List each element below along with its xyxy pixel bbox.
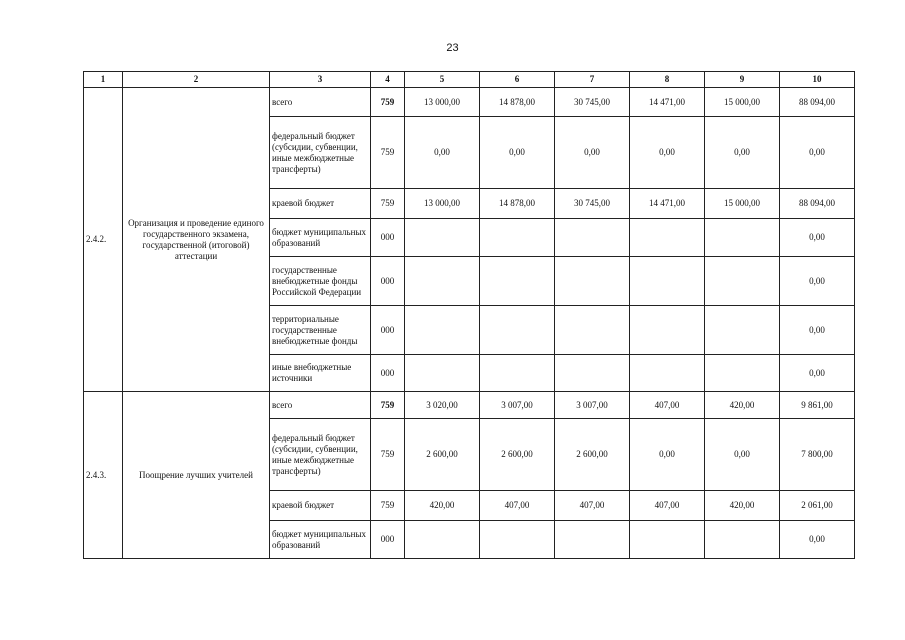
header-row xyxy=(84,72,855,88)
header-cell: 9 xyxy=(705,72,780,88)
value-cell: 13 000,00 xyxy=(405,189,480,219)
value-cell xyxy=(630,219,705,257)
budget-code: 759 xyxy=(371,392,405,419)
funding-source: краевой бюджет xyxy=(270,491,371,521)
value-cell xyxy=(555,257,630,306)
table-row xyxy=(84,392,855,419)
value-cell xyxy=(405,521,480,559)
value-cell: 88 094,00 xyxy=(780,88,855,117)
header-cell: 1 xyxy=(84,72,123,88)
value-cell xyxy=(405,219,480,257)
budget-code: 759 xyxy=(371,117,405,189)
header-cell: 2 xyxy=(123,72,270,88)
value-cell xyxy=(630,521,705,559)
budget-code: 759 xyxy=(371,419,405,491)
budget-code: 000 xyxy=(371,521,405,559)
header-cell: 5 xyxy=(405,72,480,88)
budget-code: 759 xyxy=(371,88,405,117)
value-cell: 420,00 xyxy=(705,392,780,419)
funding-source: бюджет муниципальных образований xyxy=(270,521,371,559)
value-cell xyxy=(705,355,780,392)
value-cell: 3 020,00 xyxy=(405,392,480,419)
value-cell: 407,00 xyxy=(555,491,630,521)
value-cell xyxy=(480,219,555,257)
value-cell: 0,00 xyxy=(780,521,855,559)
value-cell: 30 745,00 xyxy=(555,189,630,219)
value-cell: 0,00 xyxy=(780,355,855,392)
value-cell xyxy=(480,521,555,559)
value-cell xyxy=(630,257,705,306)
value-cell: 14 471,00 xyxy=(630,189,705,219)
value-cell xyxy=(405,257,480,306)
value-cell: 407,00 xyxy=(630,491,705,521)
header-cell: 4 xyxy=(371,72,405,88)
value-cell xyxy=(405,355,480,392)
value-cell: 30 745,00 xyxy=(555,88,630,117)
value-cell xyxy=(630,306,705,355)
funding-source: федеральный бюджет (субсидии, субвенции, иные межбюджетные трансферты) xyxy=(270,117,371,189)
value-cell xyxy=(705,257,780,306)
header-cell: 10 xyxy=(780,72,855,88)
funding-source: бюджет муниципальных образований xyxy=(270,219,371,257)
budget-table xyxy=(83,71,855,559)
value-cell: 0,00 xyxy=(630,419,705,491)
value-cell: 14 878,00 xyxy=(480,88,555,117)
header-cell: 8 xyxy=(630,72,705,88)
value-cell: 7 800,00 xyxy=(780,419,855,491)
value-cell: 420,00 xyxy=(405,491,480,521)
value-cell: 0,00 xyxy=(705,117,780,189)
item-name: Поощрение лучших учителей xyxy=(123,392,270,559)
budget-code: 759 xyxy=(371,189,405,219)
value-cell: 13 000,00 xyxy=(405,88,480,117)
funding-source: государственные внебюджетные фонды Российской Федерации xyxy=(270,257,371,306)
value-cell xyxy=(555,521,630,559)
item-name: Организация и проведение единого государственного экзамена, государственной (итоговой) аттестации xyxy=(123,88,270,392)
value-cell: 2 061,00 xyxy=(780,491,855,521)
value-cell xyxy=(480,306,555,355)
value-cell xyxy=(630,355,705,392)
value-cell: 0,00 xyxy=(555,117,630,189)
table-row xyxy=(84,88,855,117)
value-cell: 0,00 xyxy=(780,219,855,257)
value-cell xyxy=(705,219,780,257)
funding-source: иные внебюджетные источники xyxy=(270,355,371,392)
budget-code: 000 xyxy=(371,355,405,392)
item-number: 2.4.3. xyxy=(84,392,123,559)
value-cell xyxy=(705,521,780,559)
value-cell: 0,00 xyxy=(780,257,855,306)
value-cell: 407,00 xyxy=(480,491,555,521)
page-number: 23 xyxy=(446,42,459,54)
value-cell xyxy=(555,219,630,257)
budget-code: 000 xyxy=(371,219,405,257)
value-cell: 88 094,00 xyxy=(780,189,855,219)
funding-source: территориальные государственные внебюджетные фонды xyxy=(270,306,371,355)
header-cell: 3 xyxy=(270,72,371,88)
value-cell xyxy=(705,306,780,355)
value-cell: 3 007,00 xyxy=(555,392,630,419)
funding-source: краевой бюджет xyxy=(270,189,371,219)
value-cell: 15 000,00 xyxy=(705,189,780,219)
header-cell: 6 xyxy=(480,72,555,88)
item-number: 2.4.2. xyxy=(84,88,123,392)
value-cell xyxy=(480,257,555,306)
value-cell: 407,00 xyxy=(630,392,705,419)
value-cell: 0,00 xyxy=(780,117,855,189)
value-cell: 2 600,00 xyxy=(405,419,480,491)
value-cell: 14 471,00 xyxy=(630,88,705,117)
value-cell xyxy=(555,306,630,355)
value-cell: 0,00 xyxy=(705,419,780,491)
value-cell: 14 878,00 xyxy=(480,189,555,219)
value-cell: 3 007,00 xyxy=(480,392,555,419)
value-cell xyxy=(405,306,480,355)
value-cell: 0,00 xyxy=(780,306,855,355)
funding-source: всего xyxy=(270,392,371,419)
value-cell: 9 861,00 xyxy=(780,392,855,419)
budget-code: 759 xyxy=(371,491,405,521)
funding-source: всего xyxy=(270,88,371,117)
funding-source: федеральный бюджет (субсидии, субвенции, иные межбюджетные трансферты) xyxy=(270,419,371,491)
value-cell xyxy=(480,355,555,392)
header-cell: 7 xyxy=(555,72,630,88)
value-cell: 0,00 xyxy=(630,117,705,189)
value-cell: 420,00 xyxy=(705,491,780,521)
budget-code: 000 xyxy=(371,257,405,306)
value-cell: 0,00 xyxy=(405,117,480,189)
value-cell: 2 600,00 xyxy=(555,419,630,491)
value-cell: 2 600,00 xyxy=(480,419,555,491)
value-cell: 0,00 xyxy=(480,117,555,189)
value-cell xyxy=(555,355,630,392)
budget-code: 000 xyxy=(371,306,405,355)
value-cell: 15 000,00 xyxy=(705,88,780,117)
